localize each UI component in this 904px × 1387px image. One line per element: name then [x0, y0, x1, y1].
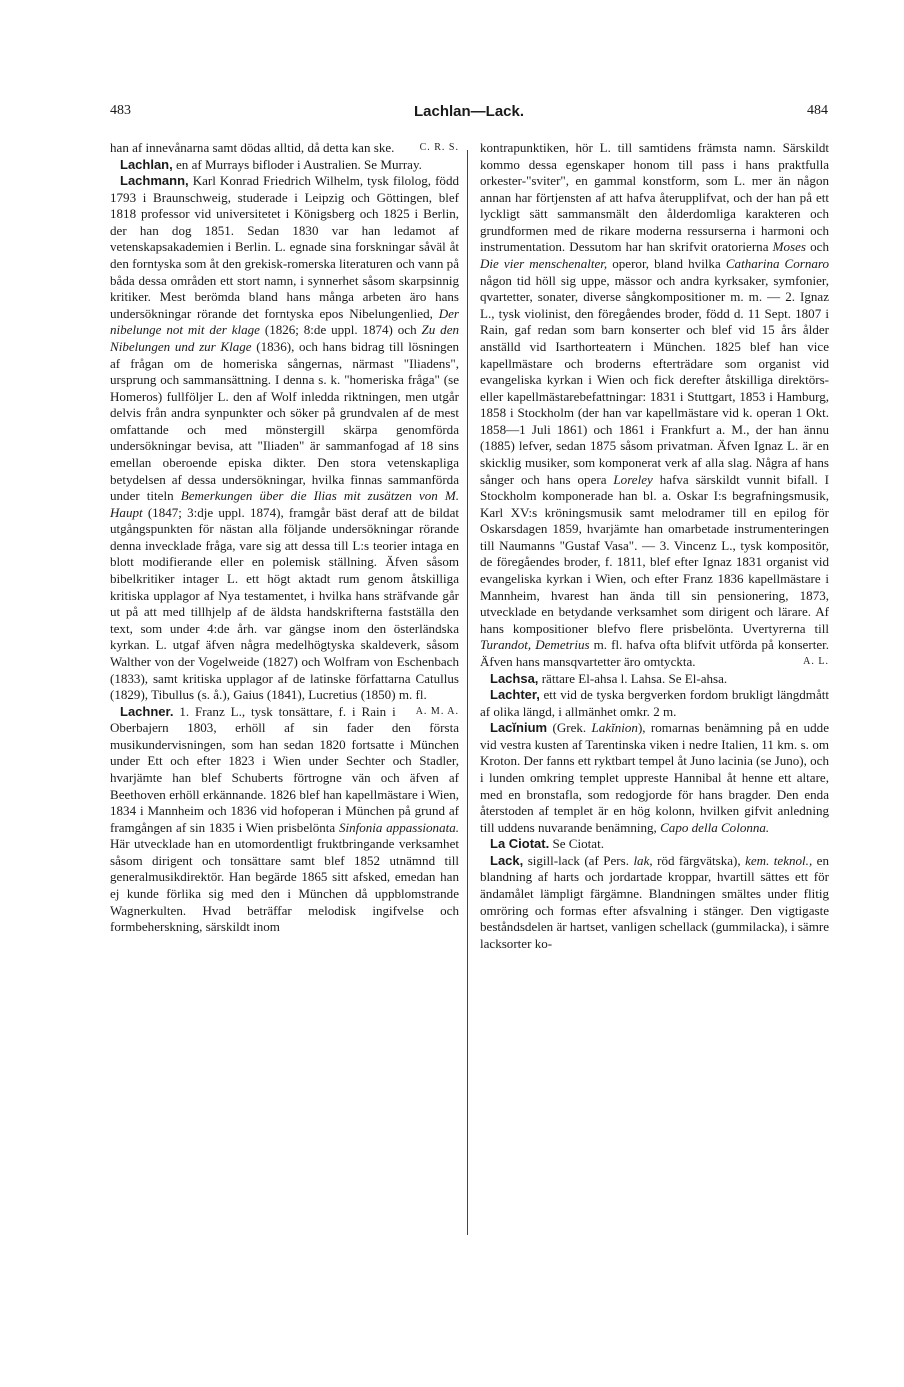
entry-continuation: han af innevånarna samt dödas alltid, då detta kan ske. C. R. S.	[110, 140, 459, 155]
headword: La Ciotat.	[490, 836, 550, 852]
headword: Lacĭnium	[490, 720, 548, 736]
entry-lachter: Lachter, ett vid de tyska bergverken fordom brukligt längdmått af olika längd, i allmänhet omkr. 2 m.	[480, 687, 829, 719]
entry-lachner-continued: kontrapunktiken, hör L. till samtidens främsta namn. Särskildt kommo dessa egenskaper honom till pass i hans praktfulla orkester-"sviter", en gammal konstform, som L. mer än någon annan har förtjensten af att hafva återupplifvat, och der han på ett lyckligt sätt sammansmält den ålderdomliga karakteren och grundformen med de rikare moderna ressurserna i harmoni och instrumentation. Dessutom har han skrifvit oratorierna Moses och Die vier menschenalter, operor, bland hvilka Catharina Cornaro någon tid höll sig uppe, mässor och andra kyrksaker, symfonier, qvartetter, sonater, diverse sångkompositioner m. m. — 2. Ignaz L., tysk violinist, den föregåendes broder, född d. 11 Sept. 1807 i Rain, gaf redan som barn konserter och blef vid 15 års ålder anställd vid Isarthorteatern i München. 1825 blef han vice kapellmästare och broderns efterträdare som organist vid evangeliska kyrkan i Wien och fick derefter åtskilliga direktörs- eller kapellmästarebefattningar: 1831 i Stuttgart, 1853 i Hamburg, 1858 i Stockholm (der han var kapellmästare vid k. operan 1 Okt. 1858—1 Juli 1861) och 1861 i Frankfurt a. M., der han ännu (1885) lefver, sedan 1875 såsom privatman. Äfven Ignaz L. är en skicklig musiker, som komponerat verk af alla slag. Några af hans sånger och hans opera Loreley hafva särskildt vunnit bifall. I Stockholm komponerade han bl. a. Oskar I:s begrafningsmusik, Karl XV:s kröningsmusik samt melodramer till en epilog för Oskarsdagen 1859, hvarjämte han omarbetade instrumenteringen till Naumanns "Gustaf Vasa". — 3. Vincenz L., tysk kompositör, de föregåendes broder, f. 1811, blef efter Ignaz 1831 organist vid evangeliska kyrkan i Wien, och efter Franz 1836 kapellmästare i Mannheim, hvarest han ända till sin pensionering, 1873, utvecklade en betydande verksamhet som dirigent och lärare. Af hans kompositioner blefvo flere prisbelönta. Uvertyrerna till Turandot, Demetrius m. fl. hafva ofta blifvit utförda på konserter. Äfven hans mansqvartetter äro omtyckta. A. L.	[480, 140, 830, 669]
page-number-left: 483	[110, 103, 131, 118]
author-signature: A. L.	[803, 655, 829, 667]
entry-lachmann: Lachmann, Karl Konrad Friedrich Wilhelm, tysk filolog, född 1793 i Braunschweig, studerade i Leipzig och Göttingen, blef 1818 professor vid universitetet i Königsberg och 1825 i Berlin, der han dog 1851. Sedan 1830 var han ledamot af vetenskapsakademien i Berlin. L. egnade sina forskningar såväl åt den forntyska som åt den grekisk-romerska literaturen och vann på båda dessa områden ett stort namn, i synnerhet såsom skarpsinnig kritiker. Mest berömda bland hans många arbeten äro hans undersökningar rörande det forntyska epos Nibelungenlied, Der nibelunge not mit der klage (1826; 8:de uppl. 1874) och Zu den Nibelungen und zur Klage (1836), och hans bidrag till lösningen af frågan om de homeriska sångernas, närmast "Iliadens", ursprung och sammansättning. I denna s. k. "homeriska fråga" (se Homeros) fullföljer L. den af Wolf inledda riktningen, men utgår delvis från andra synpunkter och söker på grundvalen af de mest omfattande och med mönstergill skärpa genomförda undersökningar bevisa, att "Iliaden" är sammanfogad af 18 sins emellan oberoende episka dikter. Den stora vetenskapliga betydelsen af dessa undersökningar, hvilka finnas sammanförda under titeln Bemerkungen über die Ilias mit zusätzen von M. Haupt (1847; 3:dje uppl. 1874), framgår bäst deraf att de bildat utgångspunkten för nästan alla följande undersökningar rörande denna invecklade fråga, vare sig att dessa till L:s teorier intaga en blott modifierande eller en polemisk ställning. Äfven såsom bibelkritiker intager L. ett högt aktadt rum genom åtskilliga kritiska upplagor af Nya testamentet, i hvilka hans sträfvande går ut på att med tillhjelp af de äldsta handskrifterna fastställa den text, som under 4:de årh. var gängse inom den österländska kyrkan. L. utgaf äfven några medelhögtyska skaldeverk, såsom Walther von der Vogelweide (1827) och Wolfram von Eschenbach (1833), samt kritiska upplagor af de latinske författarna Catullus (1829), Tibullus (s. å.), Gaius (1841), Lucretius (1850) m. fl. A. M. A.	[110, 173, 459, 704]
headword: Lachter,	[490, 687, 540, 703]
page-number-right: 484	[807, 103, 828, 118]
headword: Lachlan,	[120, 156, 173, 172]
entry-lachlan: Lachlan, en af Murrays bifloder i Australien. Se Murray.	[120, 156, 422, 172]
entry-lachner: Lachner. 1. Franz L., tysk tonsättare, f. i Rain i Oberbajern 1803, erhöll af sin fader den första musikundervisningen, som han sedan 1820 fortsatte i München under Ett och efter 1823 i Wien under Sechter och Stadler, hvarjämte han blef Schuberts förtrogne vän och äfven af Beethoven erhöll erkännande. 1826 blef han kapellmästare i Wien, 1834 i Mannheim och 1836 vid hofoperan i München på grund af framgången af sin 1835 i Wien prisbelönta Sinfonia appassionata. Här utvecklade han en utomordentligt fruktbringande verksamhet såsom dirigent och tonsättare samt blef 1852 utnämnd till generalmusikdirektör. Han begärde 1865 sitt afsked, emedan han ej kunde förlika sig med den i München då uppblomstrande Wagnerkulten. Hvad beträffar melodisk ingifvelse och formbeherskning, särskildt inom	[110, 703, 460, 935]
page-header	[110, 103, 828, 125]
running-title: Lachlan—Lack.	[413, 103, 525, 120]
author-signature: C. R. S.	[419, 142, 459, 153]
entry-la-ciotat: La Ciotat. Se Ciotat.	[490, 836, 604, 852]
headword: Lachner.	[120, 703, 174, 719]
headword: Lachmann,	[120, 173, 189, 189]
right-column	[480, 140, 829, 952]
entry-lacinium: Lacĭnium (Grek. Lakĭnion), romarnas benämning på en udde vid vestra kusten af Tarentinska viken i nedre Italien, 11 km. s. om Kroton. Der fanns ett ryktbart tempel åt Juno lacinia (se Juno), och i lunden omkring templet uppreste Hannibal åt henne ett altare, med en bronstafla, som redogjorde för hans bragder. Den enda återstoden af templet är en hög kolonn, hvilken gifvit anledning till uddens nuvarande benämning, Capo della Colonna.	[480, 720, 829, 835]
entry-lachsa: Lachsa, rättare El-ahsa l. Lahsa. Se El-ahsa.	[490, 670, 728, 686]
entry-lack: Lack, sigill-lack (af Pers. lak, röd färgvätska), kem. teknol., en blandning af harts och jordartade kroppar, hvartill sättes ett för ändamålet lämpligt färgämne. Blandningen smältes under flitig omröring och formas efter afsvalning i stänger. Den vigtigaste beståndsdelen är hartset, vanligen schellack (gummilacka), i sämre lacksorter ko-	[480, 852, 829, 951]
headword: Lachsa,	[490, 670, 539, 686]
left-column	[110, 140, 459, 936]
author-signature: A. M. A.	[415, 705, 459, 717]
headword: Lack,	[490, 852, 524, 868]
column-divider	[467, 150, 468, 1235]
